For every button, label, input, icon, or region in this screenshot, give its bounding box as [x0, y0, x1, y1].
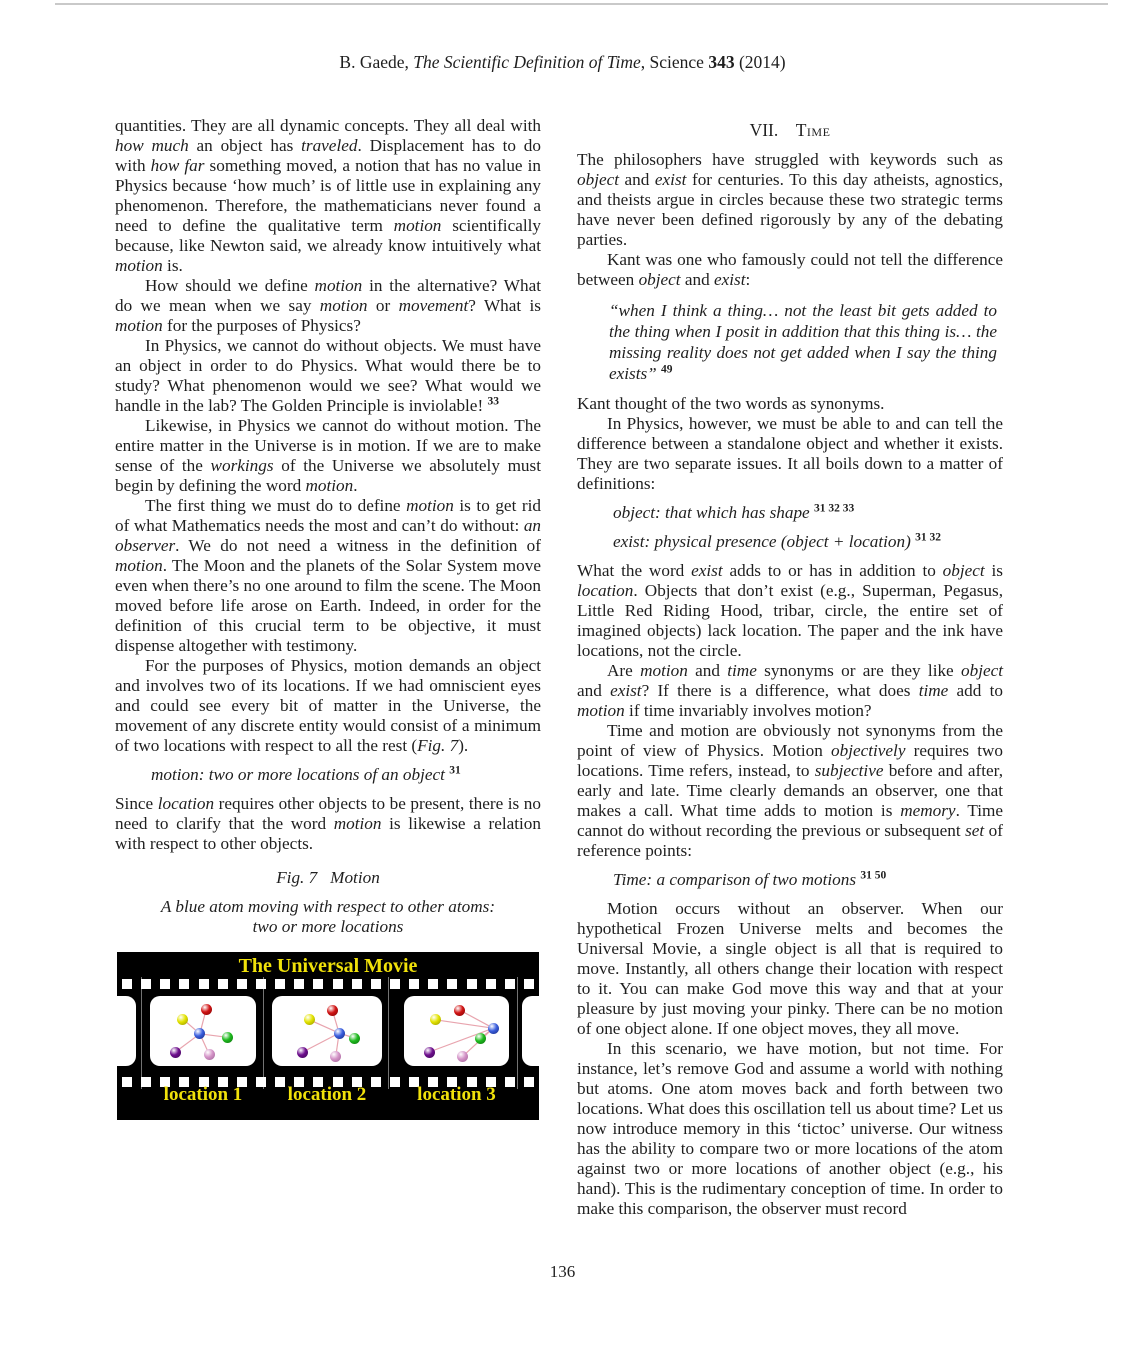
atom-yellow — [177, 1014, 188, 1025]
body-paragraph: Kant was one who famously could not tell the difference between object and exist: — [577, 250, 1003, 289]
body-paragraph: The first thing we must do to define motion is to get rid of what Mathematics needs the most and can’t do without: an observer. We do not need a witness in the definition of motion. The Moon and the planets of the Solar System move even when there’s no one around to film the scene. The Moon moved before life arose on Earth. Indeed, in order for the definition of this crucial term to be objective, it must dispense altogether with testimony. — [115, 496, 541, 655]
film-frame-1 — [150, 996, 256, 1066]
atom-blue-moving — [488, 1023, 499, 1034]
atom-purple — [297, 1047, 308, 1058]
atom-green — [475, 1033, 486, 1044]
figure-caption-subtitle: A blue atom moving with respect to other atoms: two or more locations — [160, 897, 496, 936]
definition-exist: exist: physical presence (object + location) $^{31 32}$ — [613, 531, 941, 551]
frame-separator — [517, 977, 518, 1089]
sprocket-hole — [294, 979, 304, 989]
partial-frame-left — [117, 996, 136, 1066]
body-paragraph: In this scenario, we have motion, but not time. For instance, let’s remove God and assume a world with nothing but atoms. One atom moves back and forth between two locations. What does this oscillation tell us about time? Let us now introduce memory in this ‘tictoc’ universe. Our witness has the ability to compare two or more locations of the atom against two or more locations of another object (e.g., his hand). This is the rudimentary conception of time. In order to make this comparison, the observer must record — [577, 1039, 1003, 1218]
body-paragraph: How should we define motion in the alternative? What do we mean when we say motion or movement? What is motion for the purposes of Physics? — [115, 276, 541, 335]
body-paragraph: Likewise, in Physics we cannot do without motion. The entire matter in the Universe is in motion. If we are to make sense of the workings of the Universe we absolutely must begin by defining the word motion. — [115, 416, 541, 495]
right-column — [577, 116, 1003, 1219]
body-paragraph: For the purposes of Physics, motion demands an object and involves two of its locations. If we had omniscient eyes and could see every bit of matter in the Universe, the movement of any discrete entity would consist of a minimum of two locations with respect to all the rest (Fig. 7). — [115, 656, 541, 755]
sprocket-hole — [256, 1077, 266, 1087]
body-paragraph: The philosophers have struggled with keywords such as object and exist for centuries. To this day atheists, agnostics, and theists argue in circles because these two strategic terms have never been defined rigorously by any of the debating parties. — [577, 150, 1003, 249]
atom-pink — [330, 1051, 341, 1062]
sprocket-hole — [122, 1077, 132, 1087]
sprocket-row-top — [117, 979, 539, 989]
body-paragraph: quantities. They are all dynamic concepts. They all deal with how much an object has traveled. Displacement has to do with how far something moved, a notion that has no value in Physics because ‘how much’ is of little use in explaining any phenomenon. Therefore, the mathematicians never found a need to define the qualitative term motion scientifically because, like Newton said, we already know intuitively what motion is. — [115, 116, 542, 275]
film-frame-3 — [404, 996, 509, 1066]
running-header-text: B. Gaede, The Scientific Definition of Time, Science 343 (2014) — [339, 52, 786, 72]
sprocket-hole — [409, 979, 419, 989]
frame-label-2: location 2 — [287, 1084, 367, 1105]
atom-pink — [457, 1051, 468, 1062]
sprocket-hole — [179, 979, 189, 989]
frame-separator — [388, 977, 389, 1089]
sprocket-hole — [447, 979, 457, 989]
sprocket-hole — [390, 979, 400, 989]
body-paragraph: In Physics, we cannot do without objects. We must have an object in order to do Physics. What would there be to study? What phenomenon would we see? What would we handle in the lab? The Golden Principle is inviolable! $^{33}$ — [115, 336, 541, 415]
body-paragraph: In Physics, however, we must be able to and can tell the difference between a standalone object and whether it exists. They are two separate issues. It all boils down to a matter of definitions: — [577, 414, 1003, 493]
definition-motion: motion: two or more locations of an object $^{31}$ — [151, 764, 461, 784]
kant-quote: “when I think a thing… not the least bit gets added to the thing when I posit in addition that this thing is… the missing reality does not get added when I say the thing exists” $^{49}$ — [609, 301, 997, 383]
frame-separator — [141, 977, 142, 1089]
page-number: 136 — [549, 1262, 576, 1281]
body-paragraph: What the word exist adds to or has in addition to object is location. Objects that don’t exist (e.g., Superman, Pegasus, Little Red Riding Hood, tribar, circle, the entire set of imagined objects) lack location. The paper and the ink have locations, not the circle. — [577, 561, 1003, 660]
sprocket-hole — [160, 979, 170, 989]
running-header — [0, 52, 1125, 73]
sprocket-hole — [371, 979, 381, 989]
sprocket-hole — [141, 979, 151, 989]
film-title: The Universal Movie — [238, 955, 418, 977]
sprocket-hole — [390, 1077, 400, 1087]
left-column — [115, 116, 541, 1219]
sprocket-hole — [467, 979, 477, 989]
sprocket-hole — [524, 1077, 534, 1087]
frame-separator — [263, 977, 264, 1089]
sprocket-hole — [237, 979, 247, 989]
right-column-text — [577, 150, 1003, 1219]
section-heading-time: VII. Time — [749, 120, 831, 140]
atom-purple — [170, 1047, 181, 1058]
top-divider — [55, 3, 1108, 5]
definition-object: object: that which has shape $^{31 32 33}$ — [613, 502, 855, 522]
sprocket-hole — [256, 979, 266, 989]
atom-red — [201, 1004, 212, 1015]
atom-purple — [424, 1047, 435, 1058]
sprocket-hole — [313, 979, 323, 989]
sprocket-hole — [218, 979, 228, 989]
sprocket-hole — [428, 979, 438, 989]
body-paragraph: Since location requires other objects to be present, there is no need to clarify that the word motion is likewise a relation with respect to other objects. — [115, 794, 541, 853]
left-column-text — [115, 116, 541, 937]
atom-green — [222, 1032, 233, 1043]
atom-red — [454, 1005, 465, 1016]
body-paragraph: Time and motion are obviously not synonyms from the point of view of Physics. Motion objectively requires two locations. Time refers, instead, to subjective before and after, early and late. Time clearly demands an observer, one that makes a call. What time adds to motion is memory. Time cannot do without recording the previous or subsequent set of reference points: — [577, 721, 1003, 860]
body-paragraph: Kant thought of the two words as synonyms. — [577, 394, 885, 413]
figure-caption-title: Fig. 7 Motion — [276, 868, 380, 887]
frame-label-3: location 3 — [417, 1084, 496, 1105]
sprocket-hole — [122, 979, 132, 989]
definition-time: Time: a comparison of two motions $^{31 50}$ — [613, 869, 887, 889]
partial-frame-right — [522, 996, 539, 1066]
atom-green — [349, 1033, 360, 1044]
sprocket-hole — [275, 979, 285, 989]
body-paragraph: Are motion and time synonyms or are they like object and exist? If there is a difference, what does time add to motion if time invariably involves motion? — [577, 661, 1003, 720]
sprocket-hole — [352, 979, 362, 989]
figure-universal-movie-filmstrip — [117, 952, 539, 1120]
atom-blue-moving — [334, 1028, 345, 1039]
page-body — [115, 116, 1003, 1219]
film-frame-2 — [272, 996, 382, 1066]
sprocket-hole — [199, 979, 209, 989]
sprocket-hole — [524, 979, 534, 989]
sprocket-hole — [333, 979, 343, 989]
sprocket-hole — [486, 979, 496, 989]
body-paragraph: Motion occurs without an observer. When our hypothetical Frozen Universe melts and becomes the Universal Movie, a single object is all that is required to move. Instantly, all others change their location with respect to it. You can make God move this way and that at your pleasure by just moving your pinky. There can be no motion of one object alone. If one object moves, they all move. — [577, 899, 1003, 1038]
frame-label-1: location 1 — [163, 1084, 243, 1105]
sprocket-hole — [505, 979, 515, 989]
